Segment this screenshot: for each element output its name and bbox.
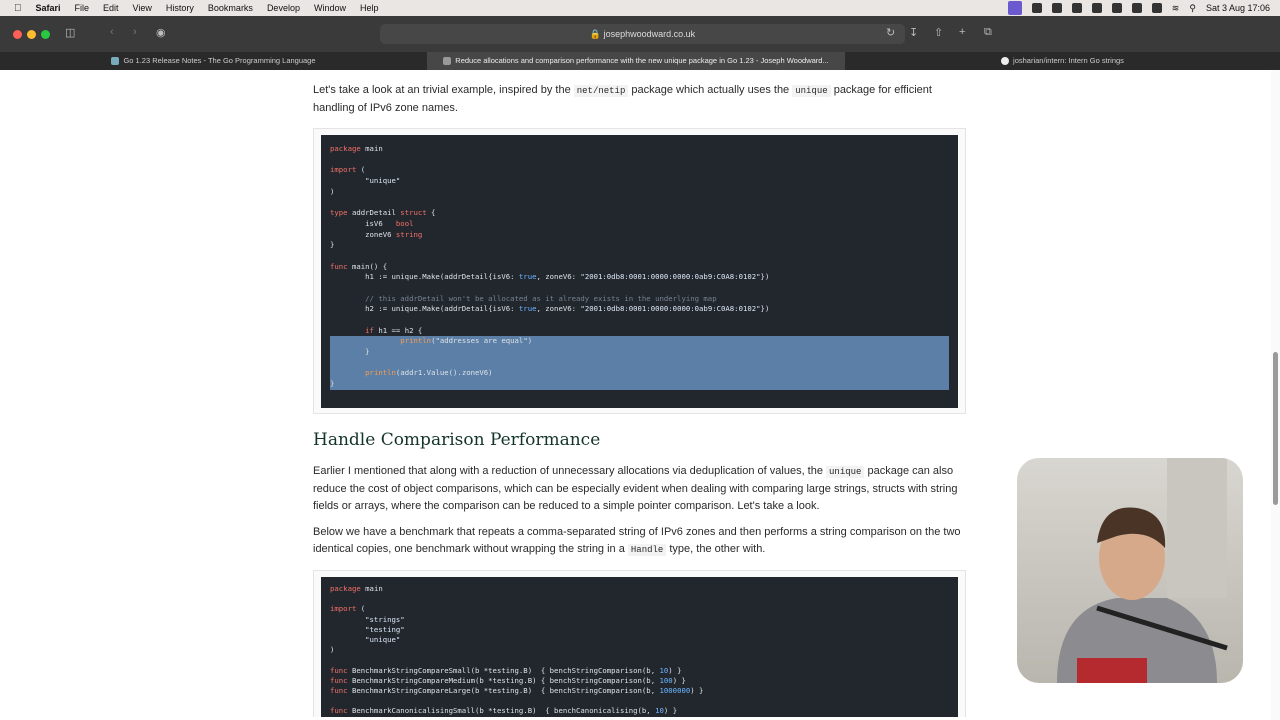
volume-icon[interactable]	[1112, 3, 1122, 13]
presenter-video-icon	[1017, 458, 1243, 683]
code-line	[330, 165, 949, 176]
code-token: "testing"	[330, 624, 405, 634]
code-token: })	[760, 272, 770, 282]
code-token: (	[356, 604, 366, 614]
code-line	[330, 676, 949, 686]
address-bar[interactable]: 🔒 josephwoodward.co.uk	[380, 24, 905, 44]
sidebar-toggle-icon[interactable]: ◫	[65, 27, 76, 39]
scrollbar[interactable]	[1271, 70, 1280, 720]
code-line	[330, 304, 949, 315]
code-line	[330, 262, 949, 273]
clock[interactable]: Sat 3 Aug 17:06	[1205, 3, 1270, 13]
code-token: h2 := unique.Make(addrDetail{isV6:	[330, 304, 519, 314]
code-token: package	[330, 584, 361, 593]
code-token: println	[365, 368, 396, 378]
code-line	[330, 251, 949, 262]
code-token: main	[360, 144, 383, 153]
inline-code: Handle	[628, 544, 666, 556]
github-icon	[1001, 57, 1009, 65]
code-token: h1 := unique.Make(addrDetail{isV6:	[330, 272, 519, 282]
code-block-benchmark	[313, 570, 966, 717]
code-token: true	[518, 304, 537, 314]
code-token: )	[330, 645, 335, 655]
code-line	[330, 315, 949, 326]
tab-label: Go 1.23 Release Notes - The Go Programming Language	[123, 56, 316, 65]
code-token: // this addrDetail won't be allocated as it already exists in the underlying map	[330, 293, 717, 303]
code-line	[330, 294, 949, 305]
code-token: })	[760, 304, 770, 314]
tab-bar	[0, 52, 1280, 70]
share-icon[interactable]: ⇧	[934, 27, 944, 39]
code-line	[330, 176, 949, 187]
menu-history[interactable]: History	[158, 3, 187, 13]
status-icon[interactable]	[1052, 3, 1062, 13]
status-icon[interactable]	[1032, 3, 1042, 13]
menu-bookmarks[interactable]: Bookmarks	[200, 3, 246, 13]
battery-icon[interactable]	[1152, 3, 1162, 13]
menu-help[interactable]: Help	[352, 3, 371, 13]
tab-label: josharian/intern: Intern Go strings	[1013, 56, 1124, 65]
code-line	[330, 208, 949, 219]
favicon-icon	[111, 57, 119, 65]
tab-go-release-notes[interactable]	[0, 52, 427, 70]
code-token: h1 == h2 {	[373, 325, 423, 335]
code-line	[330, 615, 949, 625]
section-heading: Handle Comparison Performance	[313, 430, 601, 450]
menu-view[interactable]: View	[125, 3, 145, 13]
scrollbar-thumb[interactable]	[1273, 352, 1278, 505]
code-line	[330, 706, 949, 716]
code-token: "unique"	[330, 176, 401, 186]
code-token: isV6	[330, 218, 396, 228]
code-token: main	[360, 584, 383, 593]
screen-record-icon[interactable]	[1008, 1, 1022, 15]
code-line	[330, 645, 949, 655]
code-token: ) }	[690, 685, 704, 695]
code-line	[330, 379, 949, 390]
tab-unique-package-article[interactable]	[427, 52, 845, 70]
minimize-window-button[interactable]	[27, 30, 36, 39]
status-icon[interactable]	[1072, 3, 1082, 13]
paragraph-benchmark: Below we have a benchmark that repeats a comma-separated string of IPv6 zones and then performs a string comparison on the two identical copies, one benchmark without wrapping the string in a Handle type, the other with.	[313, 526, 961, 555]
inline-code: unique	[792, 85, 830, 97]
code-line	[330, 604, 949, 614]
code-token: BenchmarkCanonicalisingSmall(b *testing.B) { benchCanonicalising(b,	[347, 706, 656, 716]
code-token: package	[330, 144, 361, 153]
bluetooth-icon[interactable]	[1132, 3, 1142, 13]
code-token: println	[400, 336, 432, 346]
code-line	[330, 635, 949, 645]
code-token: "2001:0db8:0001:0000:0000:0ab9:C0A8:0102"	[580, 304, 761, 314]
extension-icon[interactable]: ◉	[156, 27, 166, 39]
reload-icon[interactable]: ↻	[886, 27, 896, 39]
code-token: 1000000	[659, 685, 691, 695]
code-token: true	[518, 272, 537, 282]
inline-code: unique	[826, 466, 864, 478]
wifi-icon[interactable]: ≋	[1171, 2, 1180, 13]
code-token: )	[330, 186, 335, 196]
menu-app-name[interactable]: Safari	[28, 3, 54, 13]
code-token: BenchmarkStringCompareSmall(b *testing.B) { benchStringComparison(b,	[347, 665, 660, 675]
webcam-overlay	[1017, 458, 1243, 683]
code-token: 10	[655, 706, 664, 716]
code-token: (addr1.Value().zoneV6)	[395, 368, 493, 378]
code-line	[330, 594, 949, 604]
menu-window[interactable]: Window	[306, 3, 339, 13]
forward-button[interactable]: ›	[133, 26, 137, 38]
code-token: 10	[659, 665, 669, 675]
code-token: }	[330, 240, 335, 250]
code-line	[330, 625, 949, 635]
code-token: addrDetail	[347, 208, 401, 218]
code-token: (	[356, 165, 366, 175]
menu-file[interactable]: File	[67, 3, 82, 13]
code-token: struct	[400, 208, 427, 218]
code-token: bool	[395, 218, 414, 228]
code-line	[330, 336, 949, 347]
code-line	[330, 686, 949, 696]
code-token: main() {	[347, 261, 388, 271]
code-line	[330, 240, 949, 251]
code-token: {	[426, 208, 436, 218]
code-line	[330, 197, 949, 208]
code-line	[330, 144, 949, 155]
code-line	[330, 655, 949, 665]
code-token: BenchmarkStringCompareMedium(b *testing.B) { benchStringComparison(b,	[347, 675, 660, 685]
code-line	[330, 272, 949, 283]
tab-josharian-intern[interactable]	[845, 52, 1280, 70]
code-token: ("addresses are equal")	[431, 336, 533, 346]
code-token	[330, 326, 365, 335]
code-token: import	[330, 604, 357, 614]
close-window-button[interactable]	[13, 30, 22, 39]
new-tab-icon[interactable]: +	[959, 26, 966, 38]
code-token: "unique"	[330, 634, 401, 644]
tab-label: Reduce allocations and comparison performance with the new unique package in Go 1.23 - Joseph Woodward...	[455, 56, 829, 65]
code-line	[330, 155, 949, 166]
inline-code: net/netip	[574, 85, 629, 97]
code-token: import	[330, 165, 357, 175]
code-content[interactable]	[321, 135, 958, 408]
code-token: "strings"	[330, 614, 405, 624]
search-icon[interactable]: ⚲	[1189, 2, 1196, 13]
code-line	[330, 283, 949, 294]
code-token: type	[330, 208, 348, 218]
code-token: ) }	[663, 706, 678, 716]
code-line	[330, 666, 949, 676]
downloads-icon[interactable]: ↧	[909, 27, 919, 39]
code-content[interactable]	[321, 577, 958, 717]
code-token: string	[395, 229, 423, 239]
paragraph-comparison: Earlier I mentioned that along with a reduction of unnecessary allocations via deduplication of values, the unique package can also reduce the cost of object comparisons, which can be especially evident when dealing with comparing large strings, structs with string fields or arrays, where the comparison can be reduced to a simple pointer comparison. Let's take a look.	[313, 465, 958, 512]
code-token: ) }	[672, 675, 686, 685]
code-token: zoneV6	[330, 229, 396, 239]
code-token: ) }	[668, 665, 682, 675]
code-token: BenchmarkStringCompareLarge(b *testing.B) { benchStringComparison(b,	[347, 685, 660, 695]
code-line	[330, 368, 949, 379]
zoom-window-button[interactable]	[41, 30, 50, 39]
code-token: func	[330, 706, 348, 716]
code-line	[330, 326, 949, 337]
code-token: , zoneV6:	[536, 304, 581, 314]
code-token: "2001:0db8:0001:0000:0000:0ab9:C0A8:0102"	[580, 272, 761, 282]
apple-icon[interactable]	[14, 3, 22, 14]
code-token: }	[330, 379, 335, 389]
code-token: func	[330, 665, 348, 675]
code-token: func	[330, 685, 348, 695]
intro-paragraph: Let's take a look at an trivial example, inspired by the net/netip package which actually uses the unique package for efficient handling of IPv6 zone names.	[313, 84, 932, 114]
code-token	[330, 336, 400, 345]
tab-overview-icon[interactable]: ⧉	[984, 26, 992, 38]
code-line	[330, 358, 949, 369]
code-token: }	[330, 347, 370, 357]
url-text: josephwoodward.co.uk	[603, 29, 696, 39]
menu-bar	[0, 0, 1280, 16]
menu-edit[interactable]: Edit	[95, 3, 112, 13]
favicon-icon	[443, 57, 451, 65]
back-button[interactable]: ‹	[110, 26, 114, 38]
code-block-example	[313, 128, 966, 414]
code-token	[330, 368, 365, 377]
code-line	[330, 219, 949, 230]
menu-develop[interactable]: Develop	[259, 3, 293, 13]
code-line	[330, 584, 949, 594]
code-token: if	[365, 325, 374, 335]
code-token: func	[330, 261, 348, 271]
code-token: 100	[659, 675, 673, 685]
code-line	[330, 696, 949, 706]
code-line	[330, 187, 949, 198]
code-line	[330, 230, 949, 241]
code-line	[330, 347, 949, 358]
code-token: func	[330, 675, 348, 685]
status-icon[interactable]	[1092, 3, 1102, 13]
code-token: , zoneV6:	[536, 272, 581, 282]
